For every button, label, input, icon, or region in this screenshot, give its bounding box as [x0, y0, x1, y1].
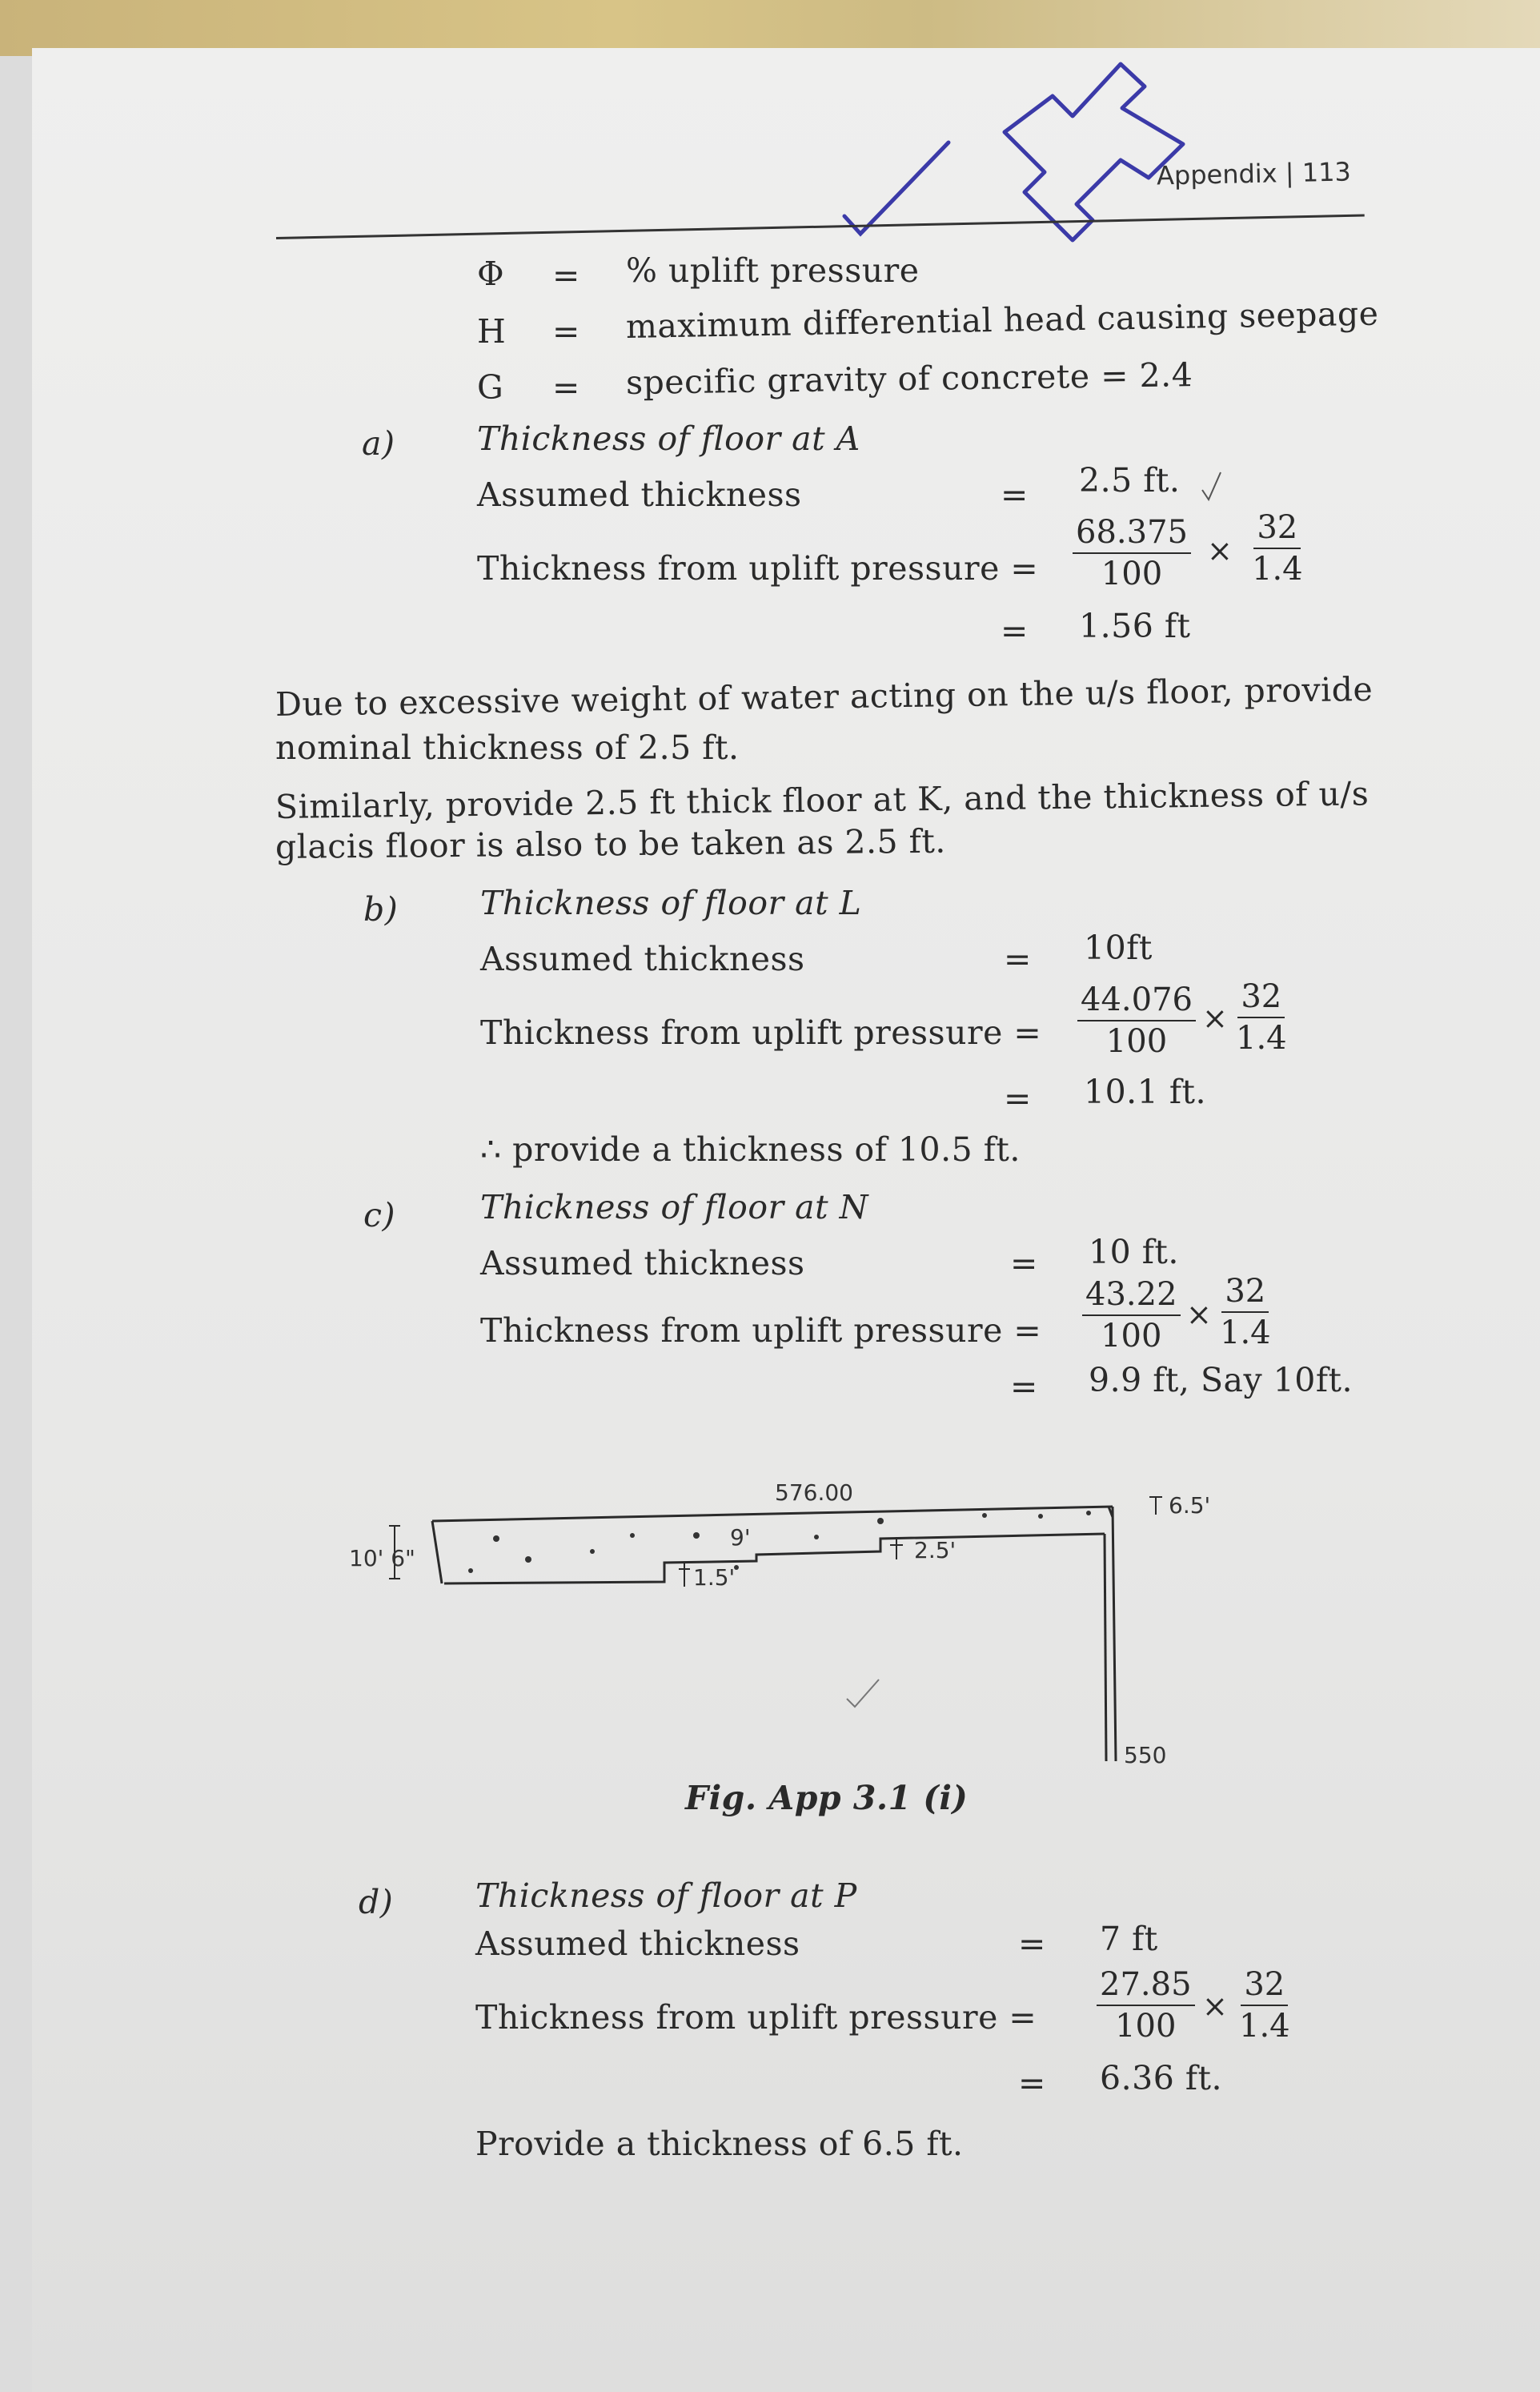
section-d-title: Thickness of floor at P	[475, 1876, 857, 1915]
section-b-result-value: 10.1 ft.	[1084, 1073, 1207, 1111]
section-c-uplift-label: Thickness from uplift pressure =	[480, 1311, 1042, 1350]
section-c-times: ×	[1186, 1297, 1212, 1332]
section-d-fraction-1: $\frac{27.85}{100}$	[1097, 1965, 1195, 2046]
paragraph-2-line-1: Similarly, provide 2.5 ft thick floor at K, and the thickness of u/s	[275, 774, 1370, 826]
definition-symbol: G	[477, 368, 504, 407]
definition-symbol: H	[477, 312, 507, 351]
definition-text: specific gravity of concrete = 2.4	[625, 355, 1193, 402]
section-c-result-value: 9.9 ft, Say 10ft.	[1089, 1361, 1354, 1399]
section-c-fraction-1: $\frac{43.22}{100}$	[1082, 1274, 1181, 1356]
section-a-times: ×	[1207, 533, 1233, 568]
section-d-assumed-eq: =	[1018, 1924, 1046, 1963]
figure-caption: Fig. App 3.1 (i)	[685, 1779, 969, 1817]
figure-label-step-1: 1.5'	[693, 1564, 736, 1591]
section-c-assumed-value: 10 ft.	[1089, 1233, 1179, 1271]
section-a-result-eq: =	[1001, 612, 1029, 650]
section-b-assumed-value: 10ft	[1084, 929, 1153, 967]
section-a-assumed-eq: =	[1001, 476, 1029, 514]
paragraph-2-line-2: glacis floor is also to be taken as 2.5 ft.	[275, 821, 947, 866]
section-c-title: Thickness of floor at N	[480, 1188, 868, 1226]
section-c-assumed-label: Assumed thickness	[480, 1244, 805, 1282]
section-b-assumed-eq: =	[1004, 940, 1032, 978]
section-a-marker: a)	[362, 424, 395, 463]
section-c-result-eq: =	[1010, 1367, 1038, 1406]
floor-top-line	[432, 1507, 1113, 1521]
figure-label-right: 6.5'	[1169, 1492, 1211, 1519]
section-d-marker: d)	[359, 1883, 394, 1921]
figure-label-step-2: 2.5'	[914, 1537, 956, 1563]
section-d-fraction-2: $\frac{32}{1.4}$	[1239, 1966, 1290, 2045]
floor-bottom-line	[444, 1534, 1105, 1583]
section-c-fraction-2: $\frac{32}{1.4}$	[1220, 1273, 1271, 1351]
section-c-marker: c)	[363, 1196, 395, 1234]
section-d-uplift-label: Thickness from uplift pressure =	[475, 1998, 1037, 2037]
cutoff-wall	[1105, 1534, 1106, 1761]
section-d-assumed-label: Assumed thickness	[475, 1924, 800, 1963]
floor-left-edge	[432, 1521, 442, 1583]
section-d-assumed-value: 7 ft	[1100, 1920, 1158, 1958]
section-d-conclusion: Provide a thickness of 6.5 ft.	[475, 2125, 964, 2163]
section-a-assumed-value: 2.5 ft.	[1079, 461, 1181, 500]
section-b-assumed-label: Assumed thickness	[480, 940, 805, 978]
section-b-title: Thickness of floor at L	[480, 884, 862, 922]
definition-equals: =	[552, 368, 580, 407]
section-b-result-eq: =	[1004, 1079, 1032, 1118]
figure-label-top: 576.00	[775, 1479, 853, 1506]
definition-equals: =	[552, 312, 580, 351]
section-c-assumed-eq: =	[1010, 1244, 1038, 1282]
section-b-conclusion: ∴ provide a thickness of 10.5 ft.	[480, 1130, 1021, 1169]
figure-label-9: 9'	[730, 1524, 751, 1551]
section-d-result-value: 6.36 ft.	[1100, 2059, 1223, 2097]
definition-text: maximum differential head causing seepage	[625, 294, 1379, 346]
section-d-result-eq: =	[1018, 2064, 1046, 2102]
paragraph-1-line-1: Due to excessive weight of water acting on the u/s floor, provide	[275, 669, 1374, 724]
cutoff-wall-outer	[1113, 1507, 1116, 1761]
section-b-marker: b)	[363, 890, 399, 929]
concrete-speckles	[468, 1511, 1091, 1573]
definition-text: % uplift pressure	[626, 251, 920, 290]
section-a-uplift-label: Thickness from uplift pressure =	[477, 549, 1039, 588]
section-b-fraction-2: $\frac{32}{1.4}$	[1236, 978, 1287, 1057]
section-b-uplift-label: Thickness from uplift pressure =	[480, 1013, 1042, 1052]
section-a-fraction-2: $\frac{32}{1.4}$	[1252, 509, 1303, 588]
figure-label-bottom: 550	[1124, 1742, 1167, 1768]
dimension-marks	[389, 1497, 1162, 1587]
section-b-times: ×	[1202, 1001, 1228, 1036]
section-a-result-value: 1.56 ft	[1079, 607, 1191, 645]
section-b-fraction-1: $\frac{44.076}{100}$	[1077, 980, 1196, 1062]
section-a-fraction-1: $\frac{68.375}{100}$	[1073, 512, 1191, 594]
section-a-title: Thickness of floor at A	[477, 419, 860, 458]
definition-equals: =	[552, 256, 580, 295]
definition-symbol: Φ	[477, 255, 505, 293]
running-header: Appendix | 113	[1156, 156, 1352, 191]
section-d-times: ×	[1202, 1989, 1228, 2024]
section-a-assumed-label: Assumed thickness	[477, 476, 802, 514]
figure-label-left: 10' 6"	[349, 1545, 415, 1571]
paragraph-1-line-2: nominal thickness of 2.5 ft.	[275, 728, 740, 767]
